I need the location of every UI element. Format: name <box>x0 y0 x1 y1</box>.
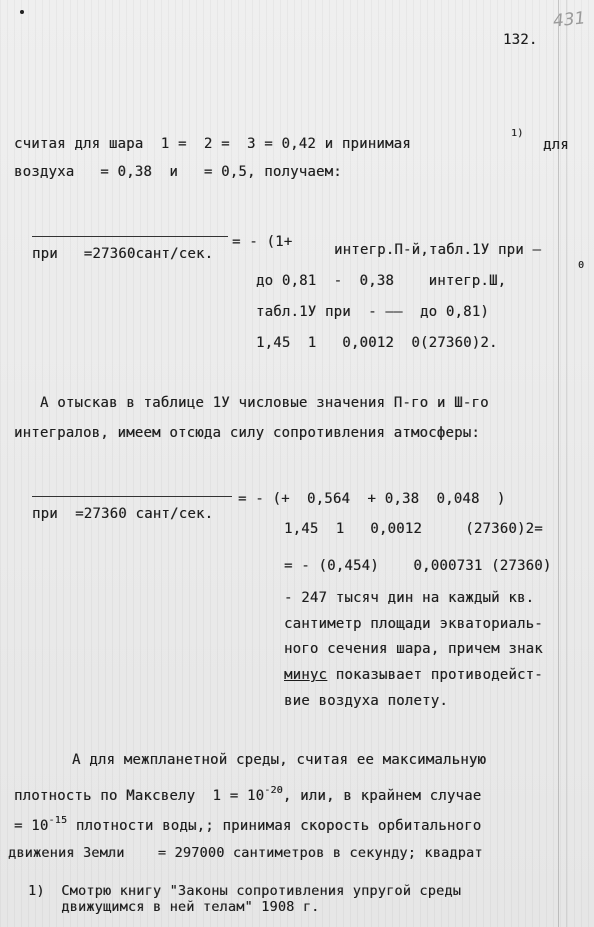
formula-1-row-3: табл.1У при - —— до 0,81) <box>256 304 489 320</box>
page-number: 132. <box>503 32 538 48</box>
footnote-line-2: движущимся в ней телам" 1908 г. <box>28 899 320 915</box>
fraction-bar <box>32 236 228 237</box>
paragraph-2-line-2: интегралов, имеем отсюда силу сопротивления атмосферы: <box>14 425 480 441</box>
corner-mark <box>20 10 24 14</box>
paragraph-3-line-2: плотность по Максвелу $1 = 10^{-20}$, или, в крайнем случае <box>14 785 482 804</box>
formula-1-row-1: интегр.П-й,табл.1У при — <box>334 242 542 258</box>
formula-2-row-5: сантиметр площади экваториаль- <box>284 616 543 632</box>
formula-1-equals: = - (1+ <box>232 234 293 250</box>
paragraph-1-line-1-end: для <box>543 137 569 153</box>
formula-1-row-1-subscript: 0 <box>578 260 585 271</box>
formula-2-row-8: вие воздуха полету. <box>284 693 448 709</box>
paragraph-3-line-1: А для межпланетной среды, считая ее максимальную <box>72 752 487 768</box>
footnote-reference: 1) <box>511 128 524 139</box>
formula-2-condition: при =27360 сант/сек. <box>32 506 214 522</box>
formula-2-row-4: - 247 тысяч дин на каждый кв. <box>284 590 535 606</box>
formula-1-row-2: до 0,81 - 0,38 интегр.Ш, <box>256 273 507 289</box>
underlined-word: минус <box>284 667 328 683</box>
paragraph-1-line-1: считая для шара 1 = 2 = 3 = 0,42 и принимая <box>14 136 411 152</box>
formula-2-equals: = - (+ 0,564 + 0,38 0,048 ) <box>238 491 506 507</box>
formula-2-row-2: 1,45 1 0,0012 (27360)2= <box>284 521 543 537</box>
paragraph-2-line-1: А отыскав в таблице 1У числовые значения П-го и Ш-го <box>40 395 489 411</box>
fraction-bar <box>32 496 232 497</box>
formula-1-row-4: 1,45 1 0,0012 0(27360)2. <box>256 335 498 351</box>
paragraph-3-line-4: движения Земли = 297000 сантиметров в секунду; квадрат <box>8 845 483 861</box>
formula-2-row-6: ного сечения шара, причем знак <box>284 641 543 657</box>
paragraph-1-line-2: воздуха = 0,38 и = 0,5, получаем: <box>14 164 342 180</box>
formula-2-row-3: = - (0,454) 0,000731 (27360) <box>284 558 552 574</box>
formula-1-condition: при =27360сант/сек. <box>32 246 214 262</box>
formula-2-row-7: минус показывает противодейст- <box>284 667 543 683</box>
archive-number: 431 <box>552 8 587 32</box>
footnote-line-1: 1) Смотрю книгу "Законы сопротивления упругой среды <box>28 883 462 899</box>
paragraph-3-line-3: = $10^{-15}$ плотности воды,; принимая скорость орбитального <box>14 815 482 834</box>
